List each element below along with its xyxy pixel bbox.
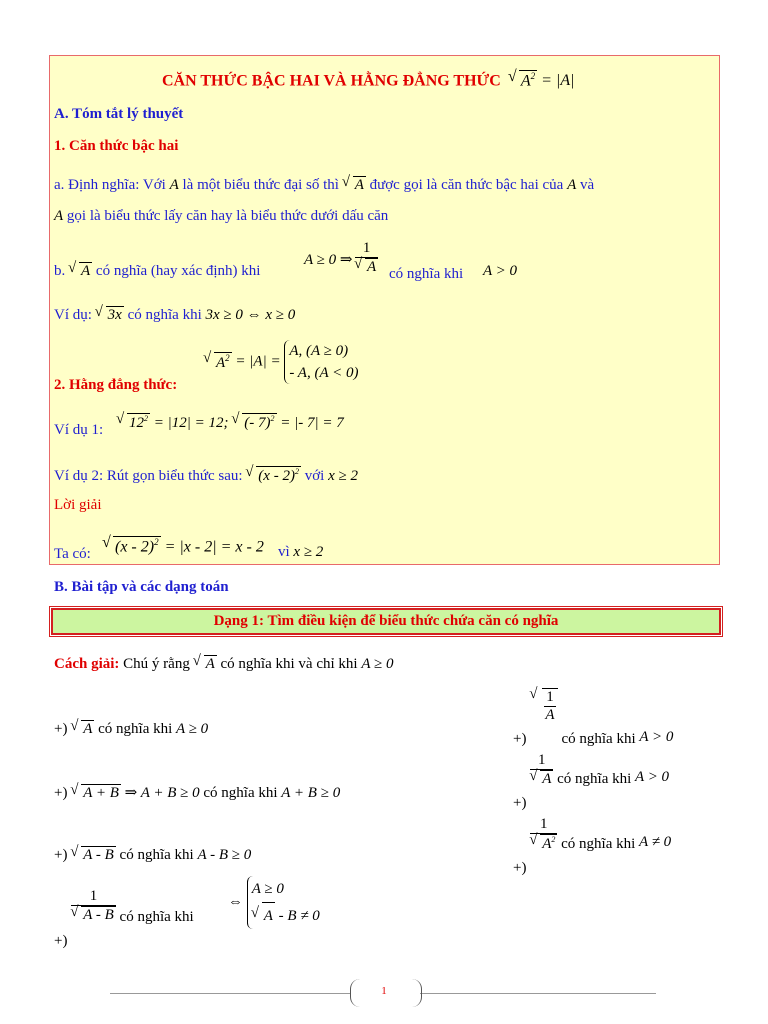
example-1-formula: √ $12^2 = |12| = 12$; √ (- 7)$^2$ = |- 7| = 7: [117, 413, 344, 432]
footer-line-right: [420, 993, 656, 994]
item-b-condition: A ≥ 0 ⇒: [304, 252, 353, 268]
example-line: Ví dụ: √ 3x có nghĩa khi 3x ≥ 0 ⇔ x ≥ 0: [54, 306, 295, 324]
subsection-2-heading: 2. Hằng đẳng thức:: [54, 377, 178, 393]
solution-reason: vì x ≥ 2: [278, 544, 324, 560]
example-2-line: Ví dụ 2: Rút gọn biểu thức sau: √ (x - 2)$^2$ với x ≥ 2: [54, 466, 358, 485]
title-formula: √ $A^2 = |A|$: [509, 72, 575, 89]
footer-line-left: [110, 993, 350, 994]
section-b-heading: B. Bài tập và các dạng toán: [54, 579, 229, 595]
rule-4: +) 1 √ A có nghĩa khi A > 0: [513, 752, 669, 788]
rule-3: +) √ A + B ⇒ A + B ≥ 0 có nghĩa khi A + B ≥ 0: [54, 783, 340, 802]
identity-formula: √ $A^2 = |A|$ = A, (A ≥ 0) - A, (A < 0): [204, 340, 358, 384]
solution-formula: √ (x - 2)$^2$ = |x - 2| = x - 2: [103, 536, 264, 556]
page-title: CĂN THỨC BẬC HAI VÀ HẰNG ĐẲNG THỨC √ $A^2 = |A|$: [162, 70, 575, 90]
item-b-line: b. √ A có nghĩa (hay xác định) khi: [54, 262, 260, 280]
section-a-heading: A. Tóm tắt lý thuyết: [54, 106, 184, 122]
item-b-condition-2: A > 0: [483, 263, 518, 279]
item-b-fraction: 1 √ A: [355, 240, 378, 276]
method-line: Cách giải: Chú ý rằng √ A có nghĩa khi và chỉ khi A ≥ 0: [54, 655, 393, 673]
definition-line-1: a. Định nghĩa: Với A là một biểu thức đại số thì √ A được gọi là căn thức bậc hai của A và: [54, 176, 594, 194]
subsection-1-heading: 1. Căn thức bậc hai: [54, 138, 179, 154]
rule-6: +) 1 √ $A^2$ có nghĩa khi A ≠ 0: [513, 816, 671, 853]
rule-5: +) √ A - B có nghĩa khi A - B ≥ 0: [54, 846, 251, 864]
rule-2: +) √ $\frac{1}{A}$ có nghĩa khi A > 0: [513, 688, 673, 724]
example-1-label: Ví dụ 1:: [54, 422, 104, 438]
item-b-text-2: có nghĩa khi: [389, 266, 464, 282]
definition-line-2: A gọi là biểu thức lấy căn hay là biểu thức dưới dấu căn: [54, 208, 389, 224]
solution-label: Ta có:: [54, 546, 91, 562]
form-1-banner: Dạng 1: Tìm điều kiện để biểu thức chứa căn có nghĩa: [51, 608, 721, 635]
rule-1: +) √ A có nghĩa khi A ≥ 0: [54, 720, 208, 738]
rule-7: +) 1 √ A - B có nghĩa khi: [54, 888, 194, 924]
rule-7-condition: ⇔ A ≥ 0 √ A - B ≠ 0: [228, 876, 320, 929]
solution-heading: Lời giải: [54, 497, 102, 513]
page-number: 1: [381, 985, 387, 997]
